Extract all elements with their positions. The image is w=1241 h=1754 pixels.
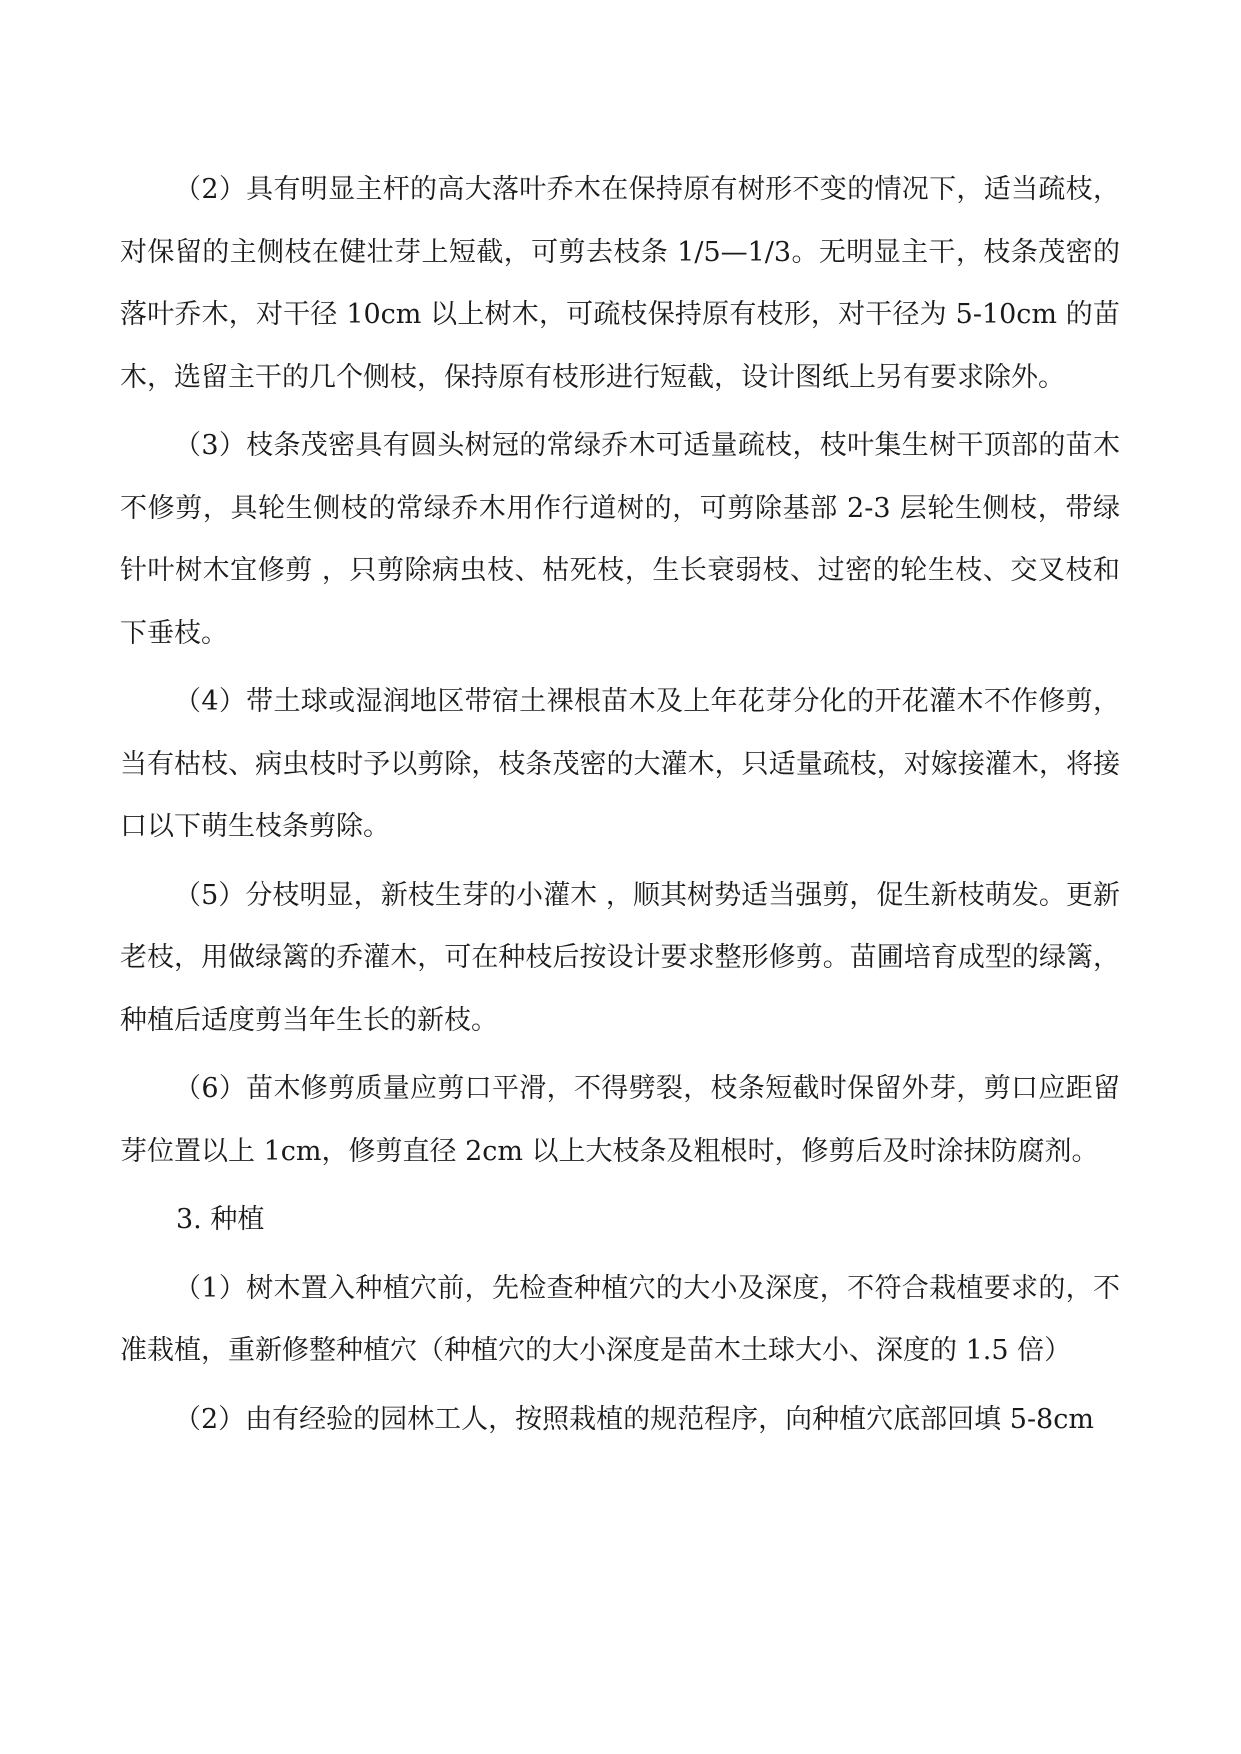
paragraph-pruning-6: （6）苗木修剪质量应剪口平滑，不得劈裂，枝条短截时保留外芽，剪口应距留芽位置以上 1cm，修剪直径 2cm 以上大枝条及粗根时，修剪后及时涂抹防腐剂。 — [120, 1073, 1120, 1167]
paragraph-planting-1: （1）树木置入种植穴前，先检查种植穴的大小及深度，不符合栽植要求的，不准栽植，重新修整种植穴（种植穴的大小深度是苗木土球大小、深度的 1.5 倍） — [120, 1272, 1120, 1366]
paragraph-pruning-3: （3）枝条茂密具有圆头树冠的常绿乔木可适量疏枝，枝叶集生树干顶部的苗木不修剪，具轮生侧枝的常绿乔木用作行道树的，可剪除基部 2-3 层轮生侧枝，带绿针叶树木宜修剪 ，只剪除病虫枝、枯死枝，生长衰弱枝、过密的轮生枝、交叉枝和下垂枝。 — [120, 430, 1120, 649]
paragraph-pruning-5: （5）分枝明显，新枝生芽的小灌木 ，顺其树势适当强剪，促生新枝萌发。更新老枝，用做绿篱的乔灌木，可在种枝后按设计要求整形修剪。苗圃培育成型的绿篱，种植后适度剪当年生长的新枝。 — [120, 879, 1120, 1036]
paragraph-planting-2: （2）由有经验的园林工人，按照栽植的规范程序，向种植穴底部回填 5-8cm — [174, 1403, 1094, 1435]
section-heading-planting: 3. 种植 — [176, 1204, 265, 1235]
paragraph-pruning-4: （4）带土球或湿润地区带宿土裸根苗木及上年花芽分化的开花灌木不作修剪，当有枯枝、病虫枝时予以剪除，枝条茂密的大灌木，只适量疏枝，对嫁接灌木，将接口以下萌生枝条剪除。 — [120, 686, 1120, 842]
document-body — [120, 159, 1120, 1451]
paragraph-pruning-2: （2）具有明显主杆的高大落叶乔木在保持原有树形不变的情况下，适当疏枝，对保留的主侧枝在健壮芽上短截，可剪去枝条 1/5—1/3。无明显主干，枝条茂密的落叶乔木，对干径 10cm 以上树木，可疏枝保持原有枝形，对干径为 5-10cm 的苗木，选留主干的几个侧枝，保持原有枝形进行短截，设计图纸上另有要求除外。 — [120, 174, 1120, 393]
